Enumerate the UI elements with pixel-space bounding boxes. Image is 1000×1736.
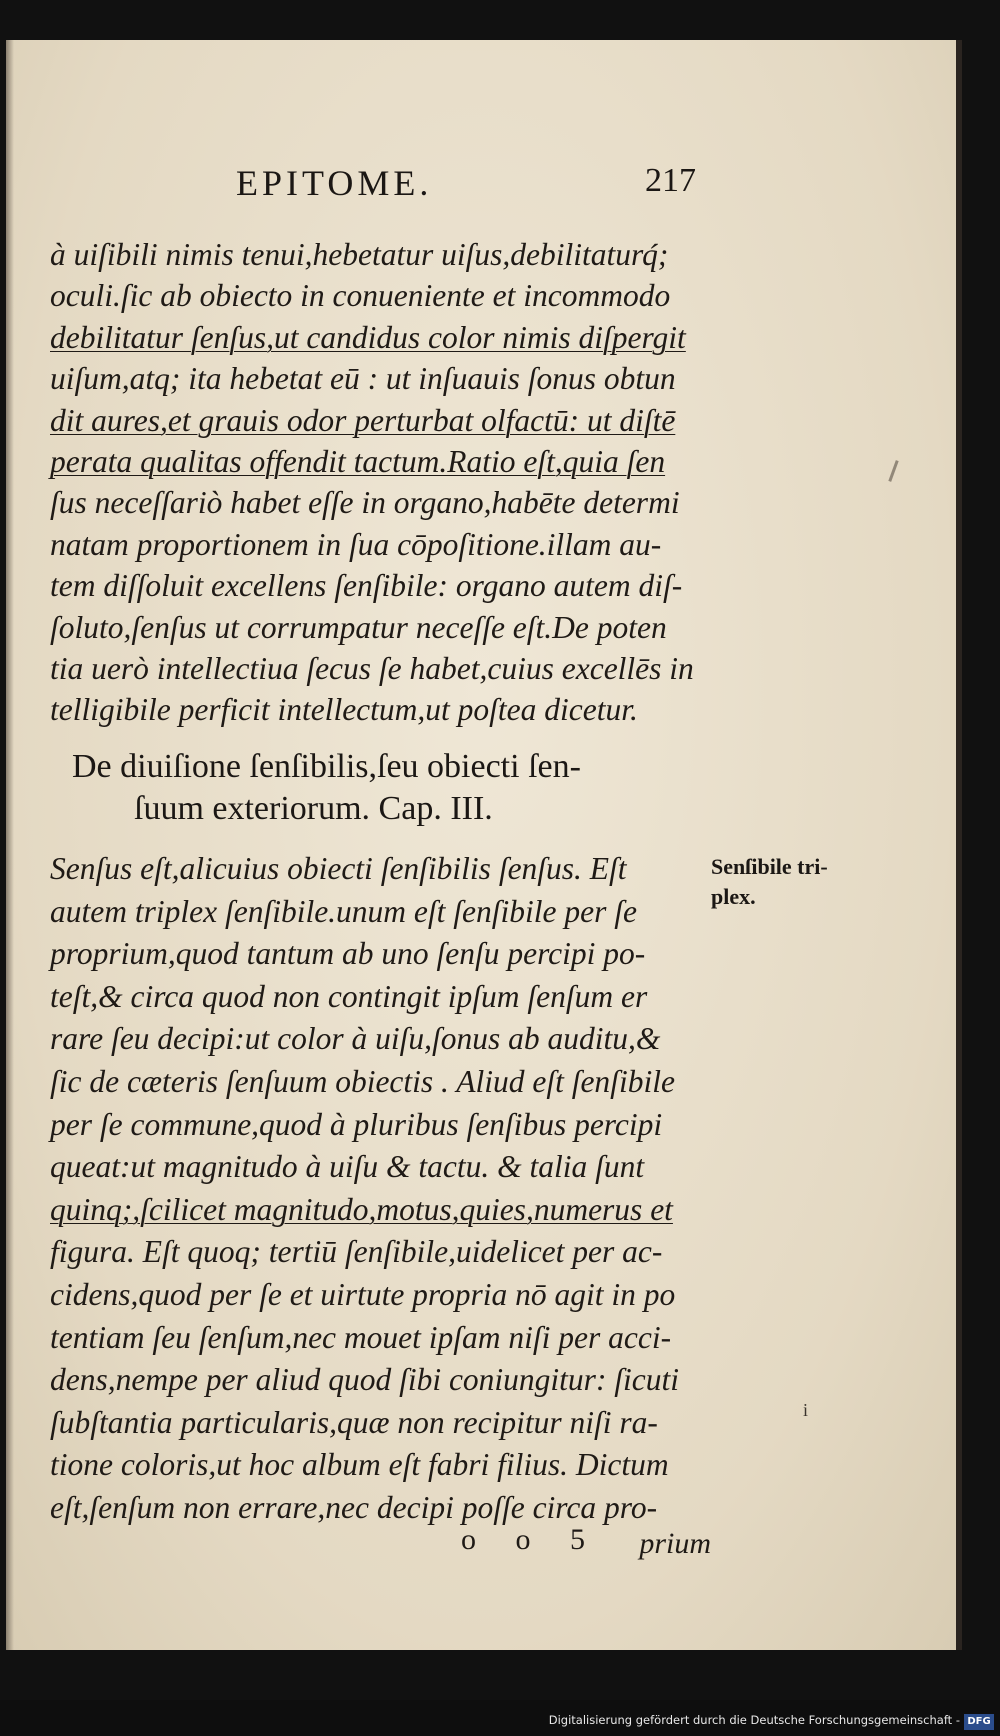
chapter-heading [72, 746, 722, 830]
text-line: tentiam ſeu ſenſum,nec mouet ipſam niſi per acci- [50, 1319, 672, 1355]
text-line: ſubſtantia particularis,quæ non recipitur niſi ra- [50, 1404, 658, 1440]
page-foot [461, 1523, 711, 1563]
text-line: ſoluto,ſenſus ut corrumpatur neceſſe eſt.De poten [50, 609, 667, 645]
body-text-part1 [50, 234, 710, 731]
text-line: figura. Eſt quoq; tertiū ſenſibile,uidelicet per ac- [50, 1234, 663, 1270]
text-line: debilitatur ſenſus,ut candidus color nimis diſpergit [50, 319, 686, 355]
text-line: uiſum,atq; ita hebetat eū : ut inſuauis ſonus obtun [50, 361, 676, 397]
signature-mark: o o 5 [461, 1523, 601, 1556]
marginal-note-line2: plex. [711, 884, 756, 909]
text-line: proprium,quod tantum ab uno ſenſu percipi po- [50, 936, 646, 972]
text-line: teſt,& circa quod non contingit ipſum ſenſum er [50, 978, 648, 1014]
text-line: natam proportionem in ſua cōpoſitione.illam au- [50, 526, 662, 562]
text-line: tem diſſoluit excellens ſenſibile: organo autem diſ- [50, 568, 683, 604]
book-page [6, 40, 962, 1650]
text-line: à uiſibili nimis tenui,hebetatur uiſus,debilitaturq́; [50, 237, 669, 272]
text-line: per ſe commune,quod à pluribus ſenſibus percipi [50, 1106, 663, 1142]
running-head: EPITOME. [236, 163, 433, 203]
text-line: ſus neceſſariò habet eſſe in organo,habēte determi [50, 485, 680, 521]
page-number: 217 [645, 162, 696, 199]
text-line: quinq;,ſcilicet magnitudo,motus,quies,numerus et [50, 1191, 673, 1227]
chapter-heading-line1: De diuiſione ſenſibilis,ſeu obiecti ſen- [72, 748, 581, 785]
text-line: dit aures,et grauis odor perturbat olfactū: ut diſtē [50, 402, 676, 438]
text-line: tia uerò intellectiua ſecus ſe habet,cuius excellēs in [50, 650, 694, 686]
text-line: oculi.ſic ab obiecto in conueniente et incommodo [50, 278, 671, 314]
text-line: Senſus eſt,alicuius obiecti ſenſibilis ſenſus. Eſt [50, 851, 627, 886]
dfg-logo-icon: DFG [964, 1714, 994, 1730]
ink-mark [888, 460, 898, 482]
body-text-part2 [50, 848, 710, 1530]
marginal-note-line1: Senſibile tri- [711, 854, 828, 879]
page-header [236, 162, 696, 222]
marginal-note [711, 852, 861, 912]
chapter-heading-line2: ſuum exteriorum. Cap. III. [134, 790, 493, 827]
digitization-footer [0, 1700, 1000, 1736]
text-line: cidens,quod per ſe et uirtute propria nō agit in po [50, 1276, 676, 1312]
catchword: prium [639, 1527, 711, 1560]
text-line: telligibile perficit intellectum,ut poſtea dicetur. [50, 692, 638, 728]
footer-credit: Digitalisierung gefördert durch die Deutsche Forschungsgemeinschaft - [548, 1713, 960, 1727]
page-edge-shadow [6, 40, 14, 1650]
text-line: dens,nempe per aliud quod ſibi coniungitur: ſicuti [50, 1362, 680, 1398]
text-line: autem triplex ſenſibile.unum eſt ſenſibile per ſe [50, 893, 637, 929]
text-line: ſic de cæteris ſenſuum obiectis . Aliud eſt ſenſibile [50, 1063, 675, 1099]
text-line: queat:ut magnitudo à uiſu & tactu. & talia ſunt [50, 1149, 645, 1185]
text-line: perata qualitas offendit tactum.Ratio eſt,quia ſen [50, 443, 666, 479]
ink-mark-glyph: i [803, 1400, 809, 1420]
text-line: tione coloris,ut hoc album eſt fabri filius. Dictum [50, 1447, 669, 1483]
text-line: eſt,ſenſum non errare,nec decipi poſſe circa pro- [50, 1489, 658, 1525]
text-line: rare ſeu decipi:ut color à uiſu,ſonus ab auditu,& [50, 1021, 661, 1057]
